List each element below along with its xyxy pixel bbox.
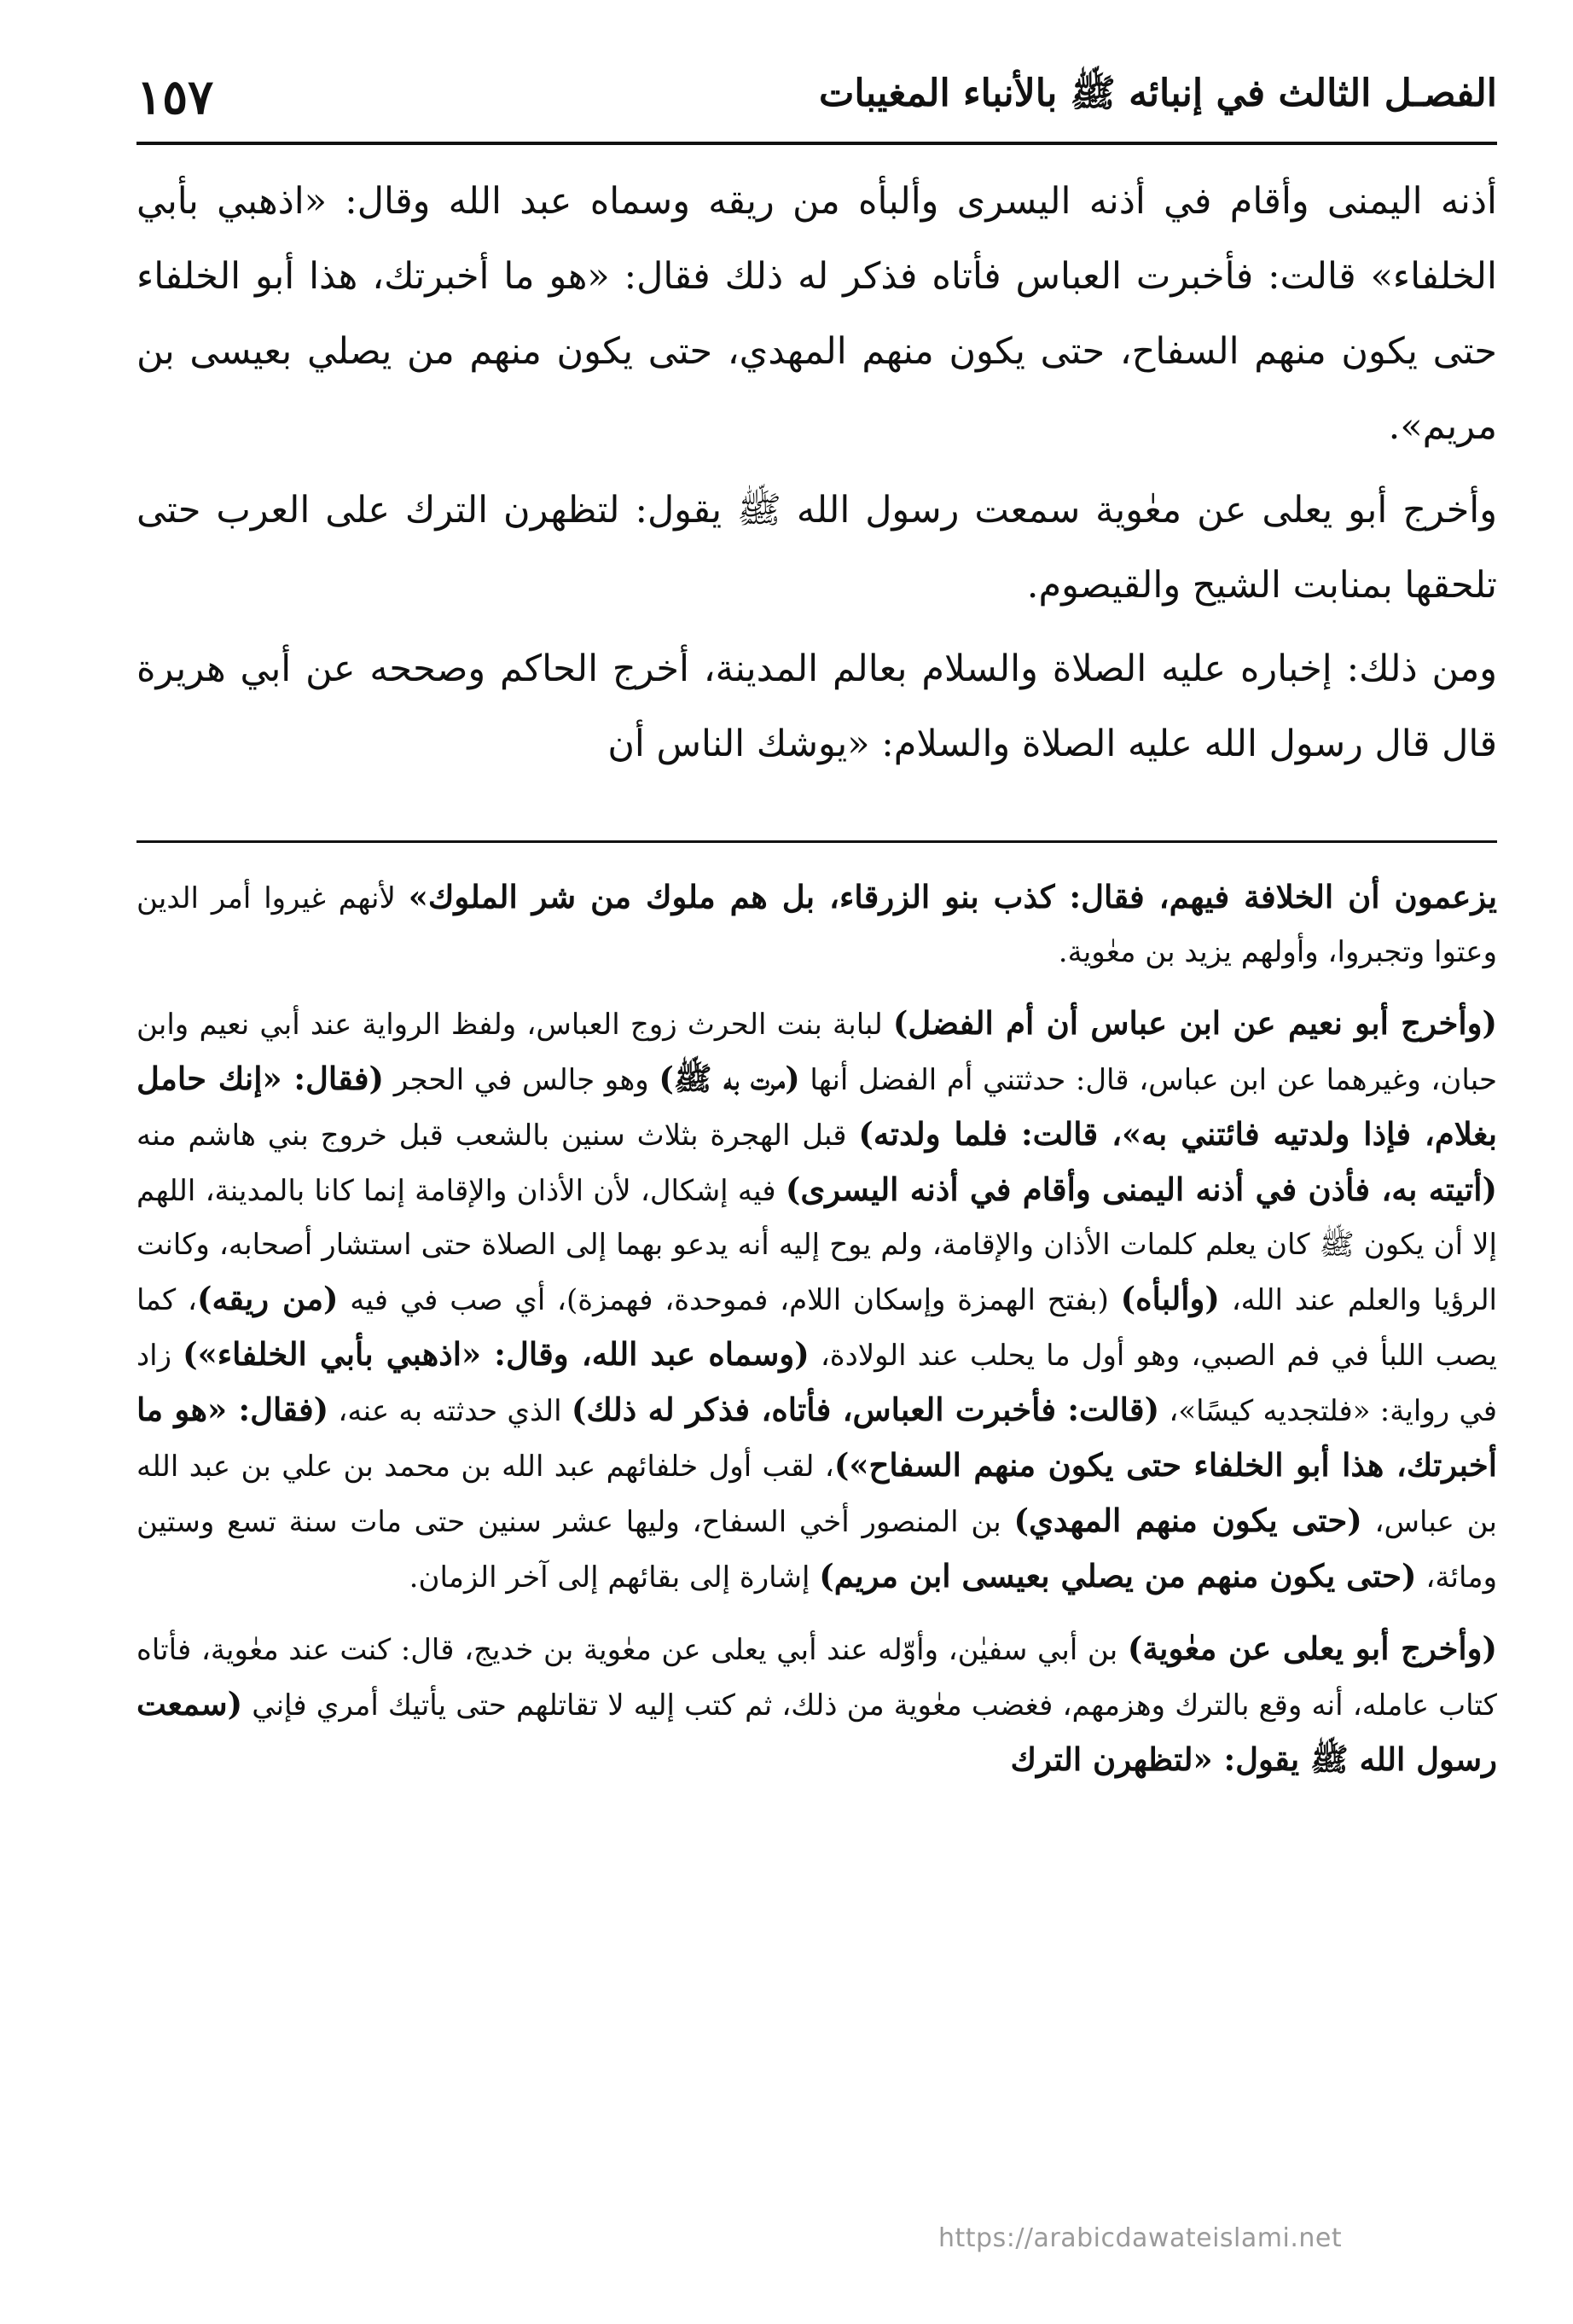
main-paragraph: أذنه اليمنى وأقام في أذنه اليسرى وألبأه من ريقه وسماه عبد الله وقال: «اذهبي بأبي الخلفاء» قالت: فأخبرت العباس فأتاه فذكر له ذلك فقال: «هو ما أخبرتك، هذا أبو الخلفاء حتى يكون منهم السفاح، حتى يكون منهم المهدي، حتى يكون منهم من يصلي بعيسى بن مريم». bbox=[136, 180, 1497, 448]
commentary-divider bbox=[136, 840, 1497, 843]
quoted-hadith: (من ريقه) bbox=[196, 1280, 339, 1317]
commentary-span: قبل الهجرة بثلاث سنين بالشعب قبل خروج بني هاشم منه bbox=[136, 1118, 859, 1153]
running-title: الفصـل الثالث في إنبائه ﷺ بالأنباء المغيبات bbox=[819, 72, 1497, 115]
main-paragraph: وأخرج أبو يعلى عن معٰوية سمعت رسول الله ﷺ يقول: لتظهرن الترك على العرب حتى تلحقها بمنابت الشيح والقيصوم. bbox=[136, 489, 1497, 607]
quoted-hadith: (وأخرج أبو يعلى عن معٰوية) bbox=[1127, 1630, 1497, 1667]
commentary-span: لأنهم غيروا أمر الدين وعتوا وتجبروا، وأولهم يزيد بن معٰوية. bbox=[136, 881, 1497, 969]
watermark-url: https://arabicdawateislami.net bbox=[938, 2223, 1343, 2253]
page-number: ١٥٧ bbox=[136, 69, 214, 125]
commentary-span: ، كما يصب اللبأ في فم الصبي، وهو أول ما يحلب عند الولادة، bbox=[136, 1283, 1498, 1373]
commentary-paragraph bbox=[136, 996, 1497, 1605]
main-paragraph: ومن ذلك: إخباره عليه الصلاة والسلام بعالم المدينة، أخرج الحاكم وصححه عن أبي هريرة قال قال رسول الله عليه الصلاة والسلام: «يوشك الناس أن bbox=[136, 648, 1497, 765]
quoted-hadith: (وألبأه) bbox=[1120, 1280, 1220, 1317]
quoted-hadith: (وأخرج أبو نعيم عن ابن عباس أن أم الفضل) bbox=[892, 1004, 1498, 1042]
quoted-hadith: (وسماه عبد الله، وقال: «اذهبي بأبي الخلفاء») bbox=[183, 1335, 810, 1373]
commentary-span: إشارة إلى بقائهم إلى آخر الزمان. bbox=[409, 1560, 820, 1595]
commentary-span: فيه إشكال، لأن الأذان والإقامة إنما كانا بالمدينة، اللهم إلا أن يكون ﷺ كان يعلم كلمات الأذان والإقامة، ولم يوح إليه أنه يدعو بهما إلى الصلاة حتى استشار أصحابه، وكانت الرؤيا والعلم عند الله، bbox=[136, 1174, 1497, 1317]
quoted-hadith: (حتى يكون منهم من يصلي بعيسى ابن مريم) bbox=[819, 1557, 1417, 1595]
commentary-paragraph bbox=[136, 1622, 1497, 1788]
quoted-hadith: (أتيته به، فأذن في أذنه اليمنى وأقام في أذنه اليسرى) bbox=[785, 1171, 1497, 1208]
quoted-hadith: (حتى يكون منهم المهدي) bbox=[1013, 1502, 1362, 1539]
commentary-paragraph bbox=[136, 870, 1497, 979]
commentary-span: (بفتح الهمزة وإسكان اللام، فموحدة، فهمزة)، أي صب في فيه bbox=[338, 1283, 1121, 1317]
quoted-hadith: (فقال: «هو ما أخبرتك، هذا أبو الخلفاء حتى يكون منهم السفاح») bbox=[136, 1391, 1497, 1484]
quoted-hadith: (مرت به ﷺ) bbox=[659, 1060, 800, 1097]
quoted-hadith: (فقال: «إنك حامل بغلام، فإذا ولدتيه فائتني به»، قالت: فلما ولدته) bbox=[136, 1060, 1498, 1153]
commentary-span: زاد في رواية: «فلتجديه كيسًا»، bbox=[136, 1339, 1497, 1428]
quoted-hadith: يزعمون أن الخلافة فيهم، فقال: كذب بنو الزرقاء، بل هم ملوك من شر الملوك» bbox=[408, 878, 1497, 915]
main-text bbox=[136, 164, 1497, 790]
commentary-text bbox=[136, 870, 1497, 1805]
commentary-span: وهو جالس في الحجر bbox=[384, 1063, 659, 1097]
header-rule bbox=[136, 142, 1497, 145]
commentary-span: بن المنصور أخي السفاح، وليها عشر سنين حتى مات سنة تسع وستين ومائة، bbox=[136, 1505, 1497, 1595]
commentary-span: الذي حدثته به عنه، bbox=[328, 1394, 572, 1428]
commentary-span: بن أبي سفيٰن، وأوّله عند أبي يعلى عن معٰوية بن خديج، قال: كنت عند معٰوية، فأتاه كتاب عامله، أنه وقع بالترك وهزمهم، فغضب معٰوية من ذلك، ثم كتب إليه لا تقاتلهم حتى يأتيك أمري فإني bbox=[136, 1633, 1497, 1723]
quoted-hadith: (سمعت رسول الله ﷺ يقول: «لتظهرن الترك bbox=[136, 1685, 1497, 1778]
page-header bbox=[136, 58, 1497, 137]
commentary-span: لبابة بنت الحرث زوج العباس، ولفظ الرواية عند أبي نعيم وابن حبان، وغيرهما عن ابن عباس، قال: حدثتني أم الفضل أنها bbox=[136, 1008, 1497, 1097]
commentary-span: ، لقب أول خلفائهم عبد الله بن محمد بن علي بن عبد الله بن عباس، bbox=[136, 1450, 1498, 1539]
quoted-hadith: (قالت: فأخبرت العباس، فأتاه، فذكر له ذلك) bbox=[571, 1391, 1160, 1428]
